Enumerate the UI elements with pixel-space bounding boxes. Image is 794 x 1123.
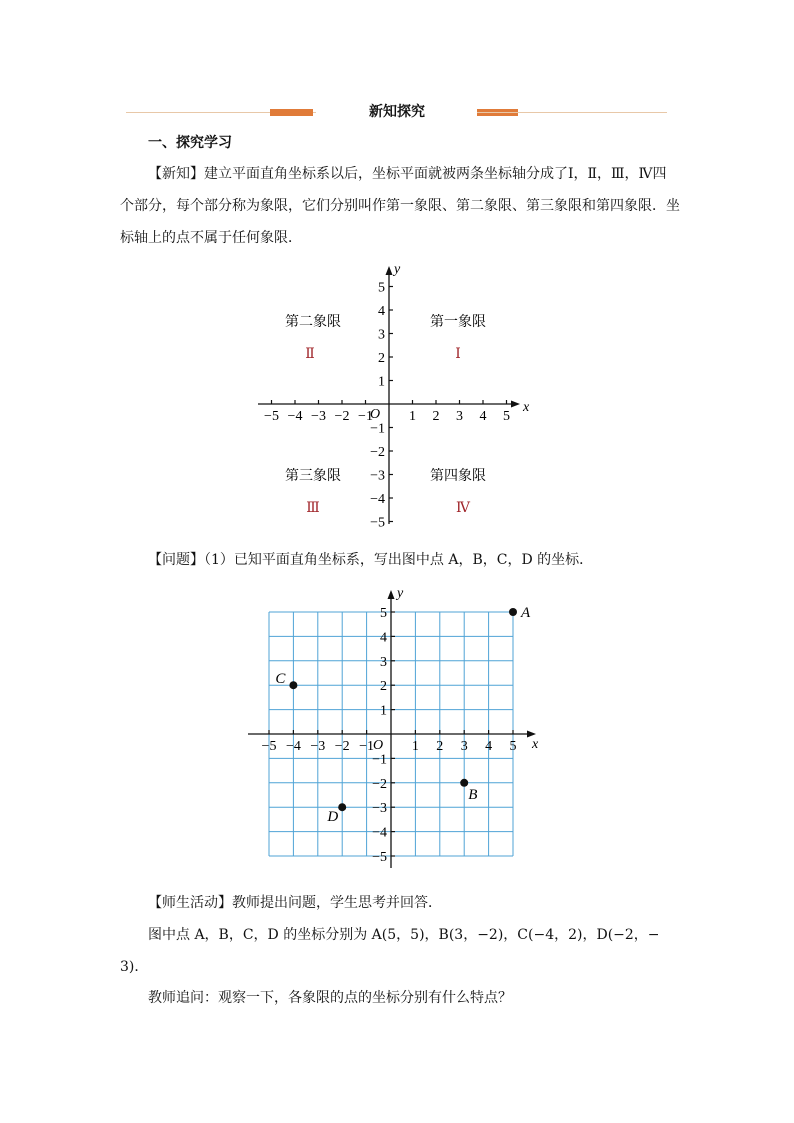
x-axis-label: x (532, 737, 539, 752)
activity-line: 【师生活动】教师提出问题，学生思考并回答． (148, 895, 442, 911)
quadrant-4-name: 第四象限 (430, 469, 486, 484)
paragraph-line: 标轴上的点不属于任何象限． (120, 230, 302, 246)
paragraph-line: 【新知】建立平面直角坐标系以后，坐标平面就被两条坐标轴分成了Ⅰ，Ⅱ，Ⅲ，Ⅳ四 (148, 166, 667, 182)
y-tick-label: 5 (378, 280, 385, 296)
y-tick-label: 1 (378, 374, 385, 390)
x-tick-label: −5 (261, 739, 277, 754)
section-title: 新知探究 (369, 104, 425, 120)
y-tick-label: 3 (380, 654, 387, 670)
y-tick-label: −4 (370, 492, 385, 507)
y-tick-label: −3 (372, 801, 387, 817)
point-label-c: C (275, 671, 286, 688)
x-tick-label: 1 (411, 739, 419, 754)
header-accent-left (270, 109, 313, 116)
quadrant-1-name: 第一象限 (430, 315, 486, 330)
y-tick-label: 5 (380, 606, 387, 621)
x-tick-label: 4 (485, 739, 493, 754)
y-tick-label: −1 (372, 752, 387, 768)
point-label-d: D (327, 809, 339, 826)
y-tick-label: −5 (370, 515, 385, 528)
x-tick-label: −2 (334, 739, 350, 754)
x-tick-label: 2 (436, 739, 444, 754)
quadrant-3-name: 第三象限 (285, 469, 341, 484)
quadrant-2-name: 第二象限 (285, 315, 341, 330)
point-d (338, 803, 346, 811)
y-axis-label: y (397, 586, 404, 601)
y-tick-label: 2 (378, 351, 385, 366)
y-axis-arrow (386, 266, 393, 275)
x-tick-label: −1 (358, 409, 373, 424)
x-tick-label: −4 (287, 409, 303, 424)
point-label-b: B (468, 786, 478, 803)
x-axis-arrow (511, 401, 520, 408)
activity-line: 3)． (120, 959, 149, 975)
x-tick-label: −1 (359, 739, 375, 754)
x-tick-label: 3 (460, 739, 468, 754)
x-tick-label: 4 (479, 409, 487, 424)
y-tick-label: −2 (370, 445, 385, 460)
x-tick-label: 3 (456, 409, 463, 424)
x-tick-label: −3 (311, 409, 326, 424)
point-c (289, 681, 297, 689)
x-tick-label: 1 (409, 409, 416, 424)
x-tick-label: −2 (334, 409, 350, 424)
y-tick-label: −4 (372, 825, 387, 841)
x-tick-label: −3 (310, 739, 326, 754)
y-tick-label: −1 (370, 421, 385, 437)
quadrant-1-numeral: Ⅰ (455, 347, 461, 362)
origin-label: O (369, 407, 381, 422)
quadrant-4-numeral: Ⅳ (456, 501, 470, 516)
y-tick-label: 4 (380, 630, 387, 646)
y-tick-label: 4 (378, 304, 385, 319)
y-tick-label: −3 (370, 468, 385, 484)
x-axis-label: x (523, 400, 530, 415)
x-tick-label: −4 (285, 739, 301, 754)
x-tick-label: 2 (432, 409, 440, 424)
subsection-heading: 一、探究学习 (148, 135, 232, 151)
coordinate-grid-figure (240, 582, 560, 872)
x-tick-label: 5 (503, 409, 510, 424)
quadrant-2-numeral: Ⅱ (305, 347, 315, 362)
y-tick-label: −2 (372, 776, 387, 792)
y-axis-arrow (388, 590, 395, 599)
quadrant-figure (250, 258, 540, 528)
point-a (509, 608, 517, 616)
y-tick-label: 1 (380, 703, 387, 719)
origin-label: O (372, 738, 384, 753)
y-axis-label: y (394, 262, 401, 277)
point-label-a: A (521, 605, 531, 621)
y-tick-label: 2 (380, 679, 387, 695)
quadrant-3-numeral: Ⅲ (306, 501, 320, 516)
paragraph-line: 个部分，每个部分称为象限，它们分别叫作第一象限、第二象限、第三象限和第四象限．坐 (120, 198, 680, 214)
x-tick-label: −5 (264, 409, 279, 424)
y-tick-label: 3 (378, 327, 385, 343)
point-b (460, 779, 468, 787)
x-tick-label: 5 (509, 739, 517, 754)
y-tick-label: −5 (372, 850, 387, 865)
activity-line: 图中点 A，B，C，D 的坐标分别为 A(5，5)，B(3，−2)，C(−4，2)，D(−2，− (148, 927, 660, 943)
question-text: 【问题】（1）已知平面直角坐标系，写出图中点 A，B，C，D 的坐标． (148, 552, 594, 568)
activity-line: 教师追问：观察一下，各象限的点的坐标分别有什么特点？ (148, 990, 512, 1006)
header-rule-right (477, 112, 667, 113)
